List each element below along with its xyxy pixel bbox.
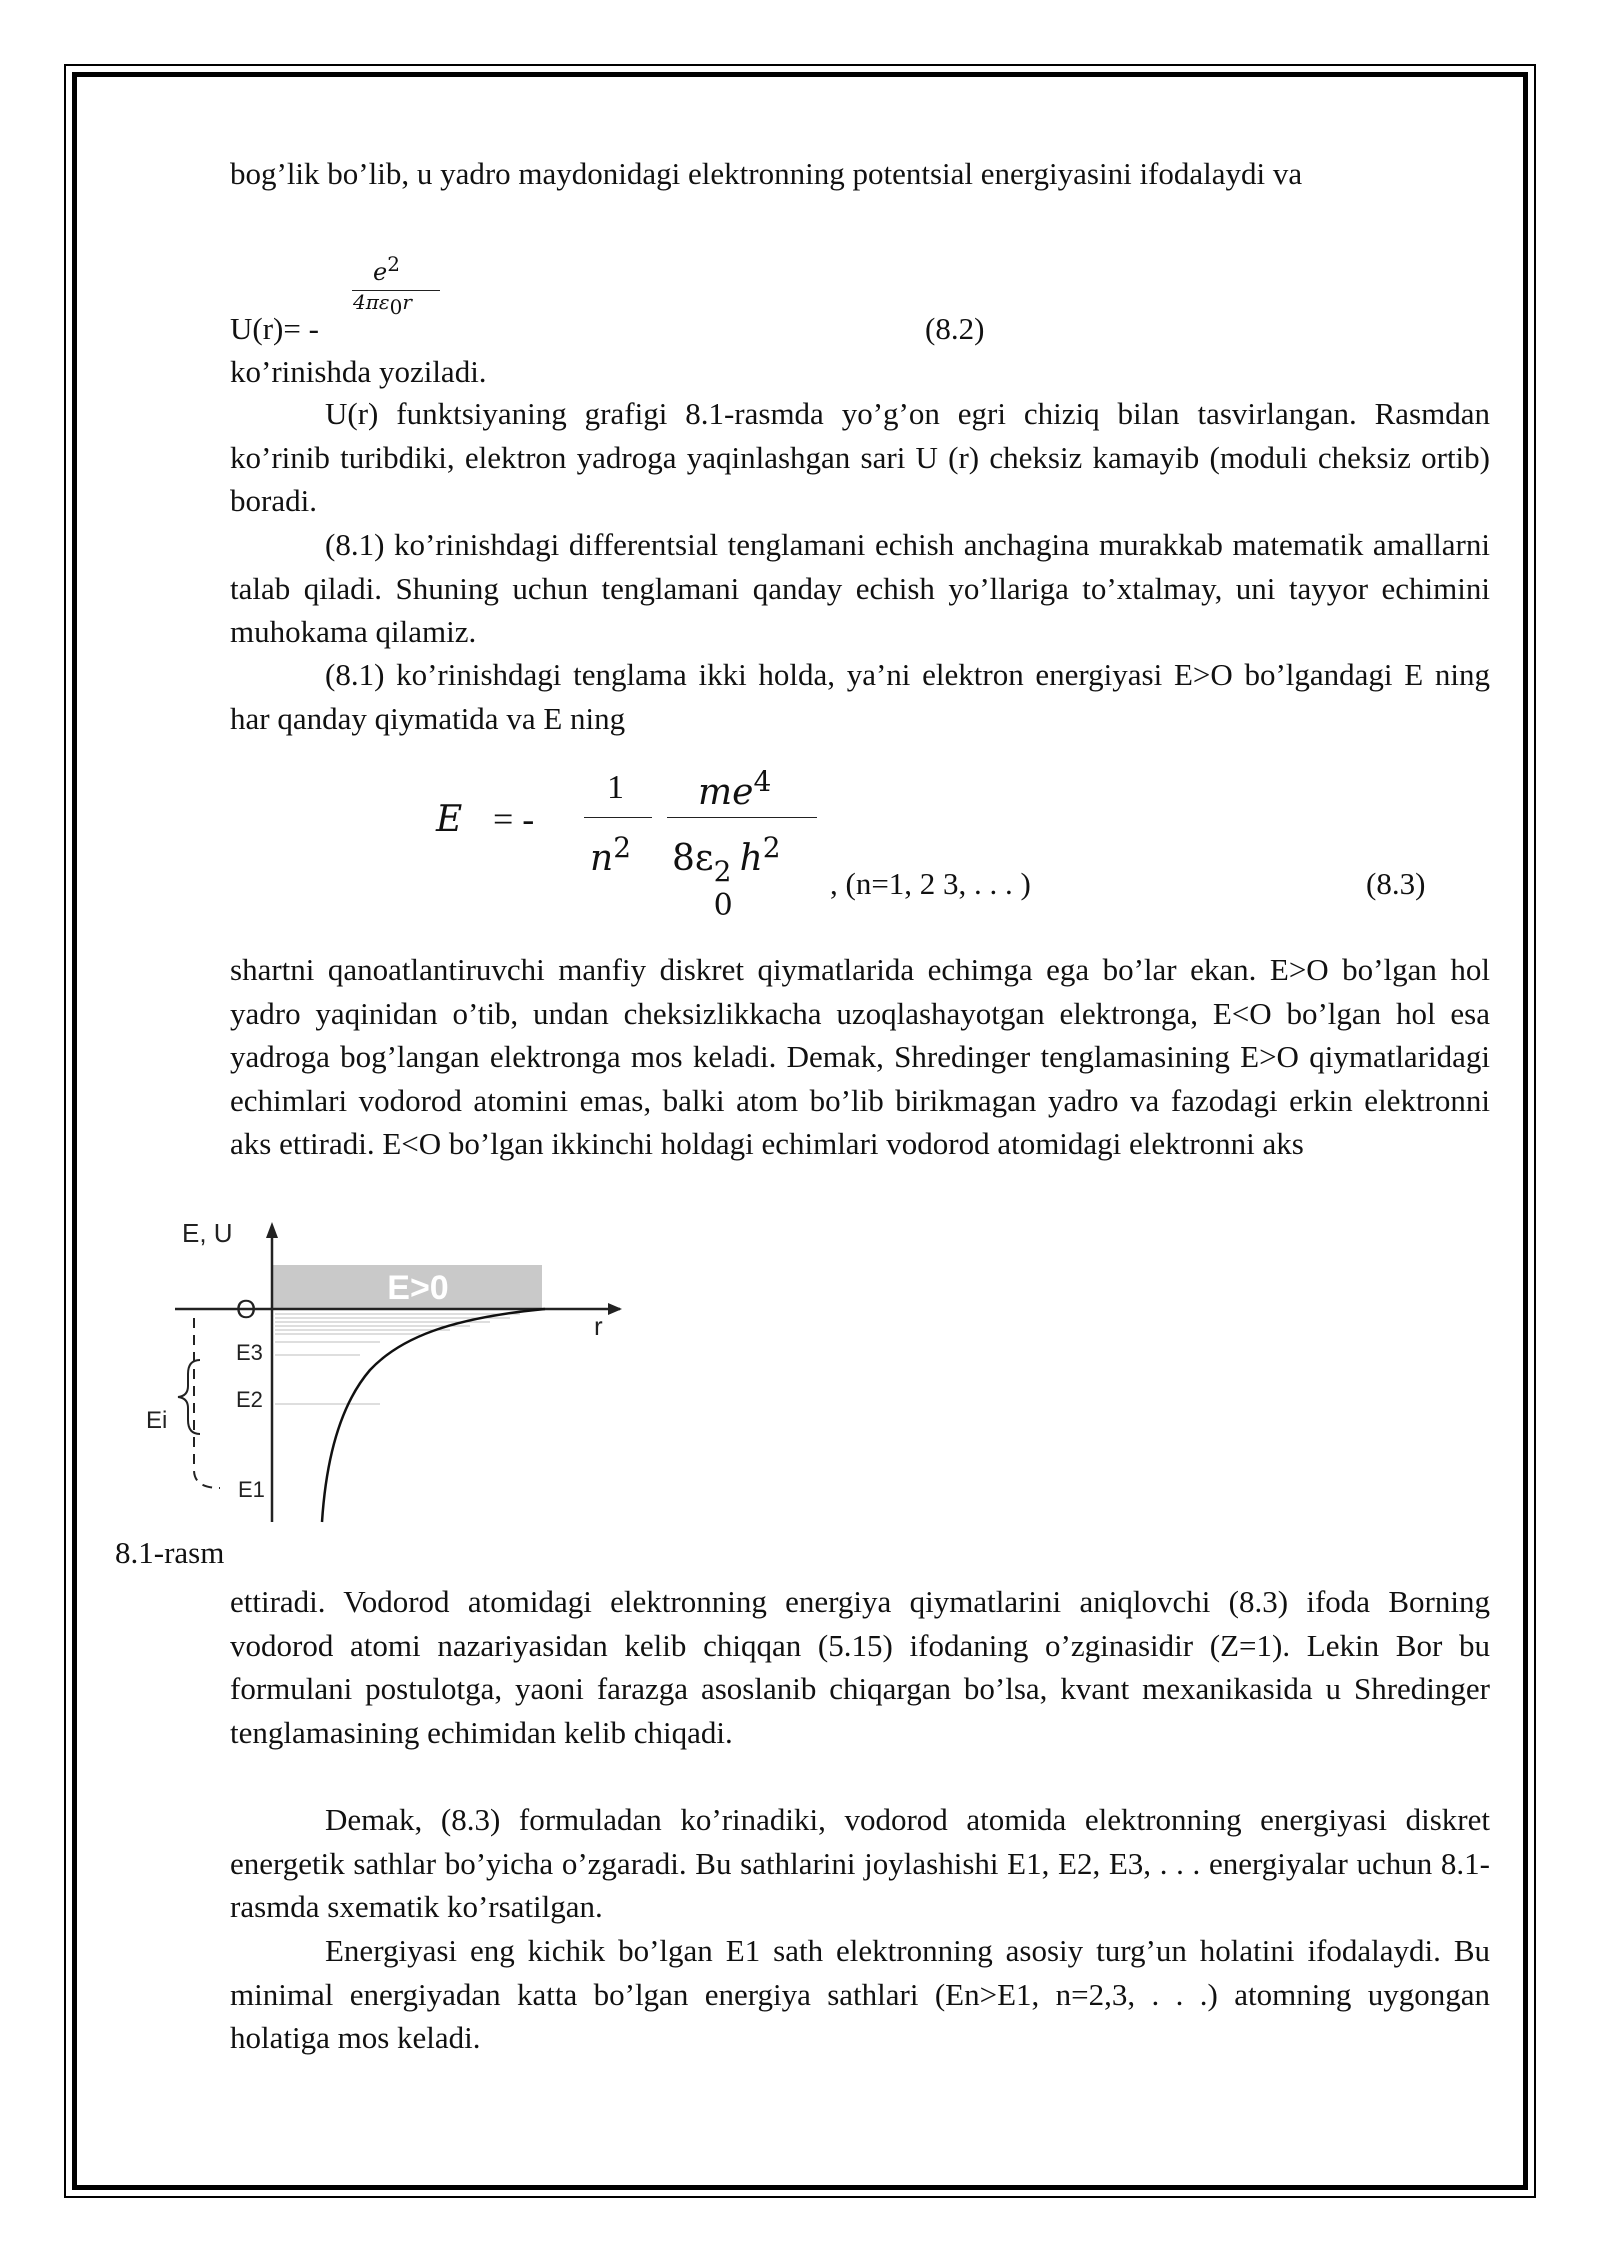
figure-8-1 <box>120 1210 640 1540</box>
paragraph-5: shartni qanoatlantiruvchi manfiy diskret qiymatlarida echimga ega bo’lar ekan. E>O bo’lgan hol yadro yaqinidan o’tib, undan cheksizlikkacha uzoqlashayotgan elektronga, E<O bo’lgan hol esa yadroga bog’langan elektronga mos keladi. Demak, Shredinger tenglamasining E>O qiymatlaridagi echimlari vodorod atomini emas, balki atom bo’lib birikmagan yadro va fazodagi erkin elektronni aks ettiradi. E<O bo’lgan ikkinchi holdagi echimlari vodorod atomidagi elektronni aks <box>230 952 1490 1161</box>
eq83-den1: $n^2$ <box>590 831 632 879</box>
brace-label: Ei <box>146 1407 168 1434</box>
eq82-tag: (8.2) <box>925 311 985 346</box>
x-axis-label: r <box>594 1311 603 1341</box>
paragraph-3: (8.1) ko’rinishdagi differentsial tenglamani echish anchagina murakkab matematik amallarni talab qiladi. Shuning uchun tenglamani qanday echish yo’llariga to’xtalmay, uni tayyor echimini muhokama qilamiz. <box>230 527 1490 649</box>
eq83-lhs: E <box>436 799 463 840</box>
eq83-condition: , (n=1, 2 3, . . . ) <box>830 866 1031 901</box>
e-positive-label: E>0 <box>387 1269 449 1307</box>
level-e1-label: E1 <box>238 1477 265 1502</box>
eq83-equals: = - <box>493 799 535 839</box>
eq83-num1: 1 <box>607 769 624 806</box>
paragraph-4: (8.1) ko’rinishdagi tenglama ikki holda, ya’ni elektron energiyasi E>O bo’lgandagi E ning har qanday qiymatida va E ning <box>230 657 1490 736</box>
eq83-bar2 <box>667 817 817 818</box>
potential-curve <box>322 1309 545 1522</box>
eq83-bar1 <box>584 817 652 818</box>
eq82-lhs: U(r)= - <box>230 311 319 346</box>
eq82-numerator: $e^2$ <box>373 252 400 286</box>
eq82-denominator: $4\pi\varepsilon_0r$ <box>353 290 412 319</box>
origin-label: O <box>236 1294 257 1324</box>
figure-caption: 8.1-rasm <box>115 1535 225 1570</box>
paragraph-8: Energiyasi eng kichik bo’lgan E1 sath elektronning asosiy turg’un holatini ifodalaydi. Bu minimal energiyadan katta bo’lgan energiya sathlari (En>E1, n=2,3, . . .) atomning uygongan holatiga mos keladi. <box>230 1933 1490 2055</box>
level-e3-label: E3 <box>236 1340 263 1365</box>
levels-brace <box>178 1360 200 1434</box>
y-axis-arrow-icon <box>266 1222 278 1238</box>
level-e2-label: E2 <box>236 1387 263 1412</box>
y-axis-label: E, U <box>182 1218 233 1248</box>
eq83-den2: 8ε 2 0 $h^2$ <box>672 831 781 923</box>
paragraph-2: U(r) funktsiyaning grafigi 8.1-rasmda yo’g’on egri chiziq bilan tasvirlangan. Rasmdan ko’rinib turibdiki, elektron yadroga yaqinlashgan sari U (r) cheksiz kamayib (moduli cheksiz ortib) boradi. <box>230 396 1490 518</box>
paragraph-1-continuation: ko’rinishda yoziladi. <box>230 354 487 389</box>
paragraph-1: bog’lik bo’lib, u yadro maydonidagi elektronning potentsial energiyasini ifodalaydi va <box>230 156 1303 191</box>
eq83-tag: (8.3) <box>1366 866 1426 901</box>
x-axis-arrow-icon <box>608 1303 622 1315</box>
levels-dashed-bracket <box>194 1318 220 1488</box>
eq83-num2: $me^4$ <box>698 765 772 813</box>
paragraph-6: ettiradi. Vodorod atomidagi elektronning energiya qiymatlarini aniqlovchi (8.3) ifoda Borning vodorod atomi nazariyasidan kelib chiqqan (5.15) ifodaning o’zginasidir (Z=1). Lekin Bor bu formulani postulotga, yaoni farazga asoslanib chiqargan bo’lsa, kvant mexanikasida u Shredinger tenglamasining echimidan kelib chiqadi. <box>230 1584 1490 1750</box>
paragraph-7: Demak, (8.3) formuladan ko’rinadiki, vodorod atomida elektronning energiyasi diskret energetik sathlar bo’yicha o’zgaradi. Bu sathlarini joylashishi E1, E2, E3, . . . energiyalar uchun 8.1-rasmda sxematik ko’rsatilgan. <box>230 1802 1490 1924</box>
